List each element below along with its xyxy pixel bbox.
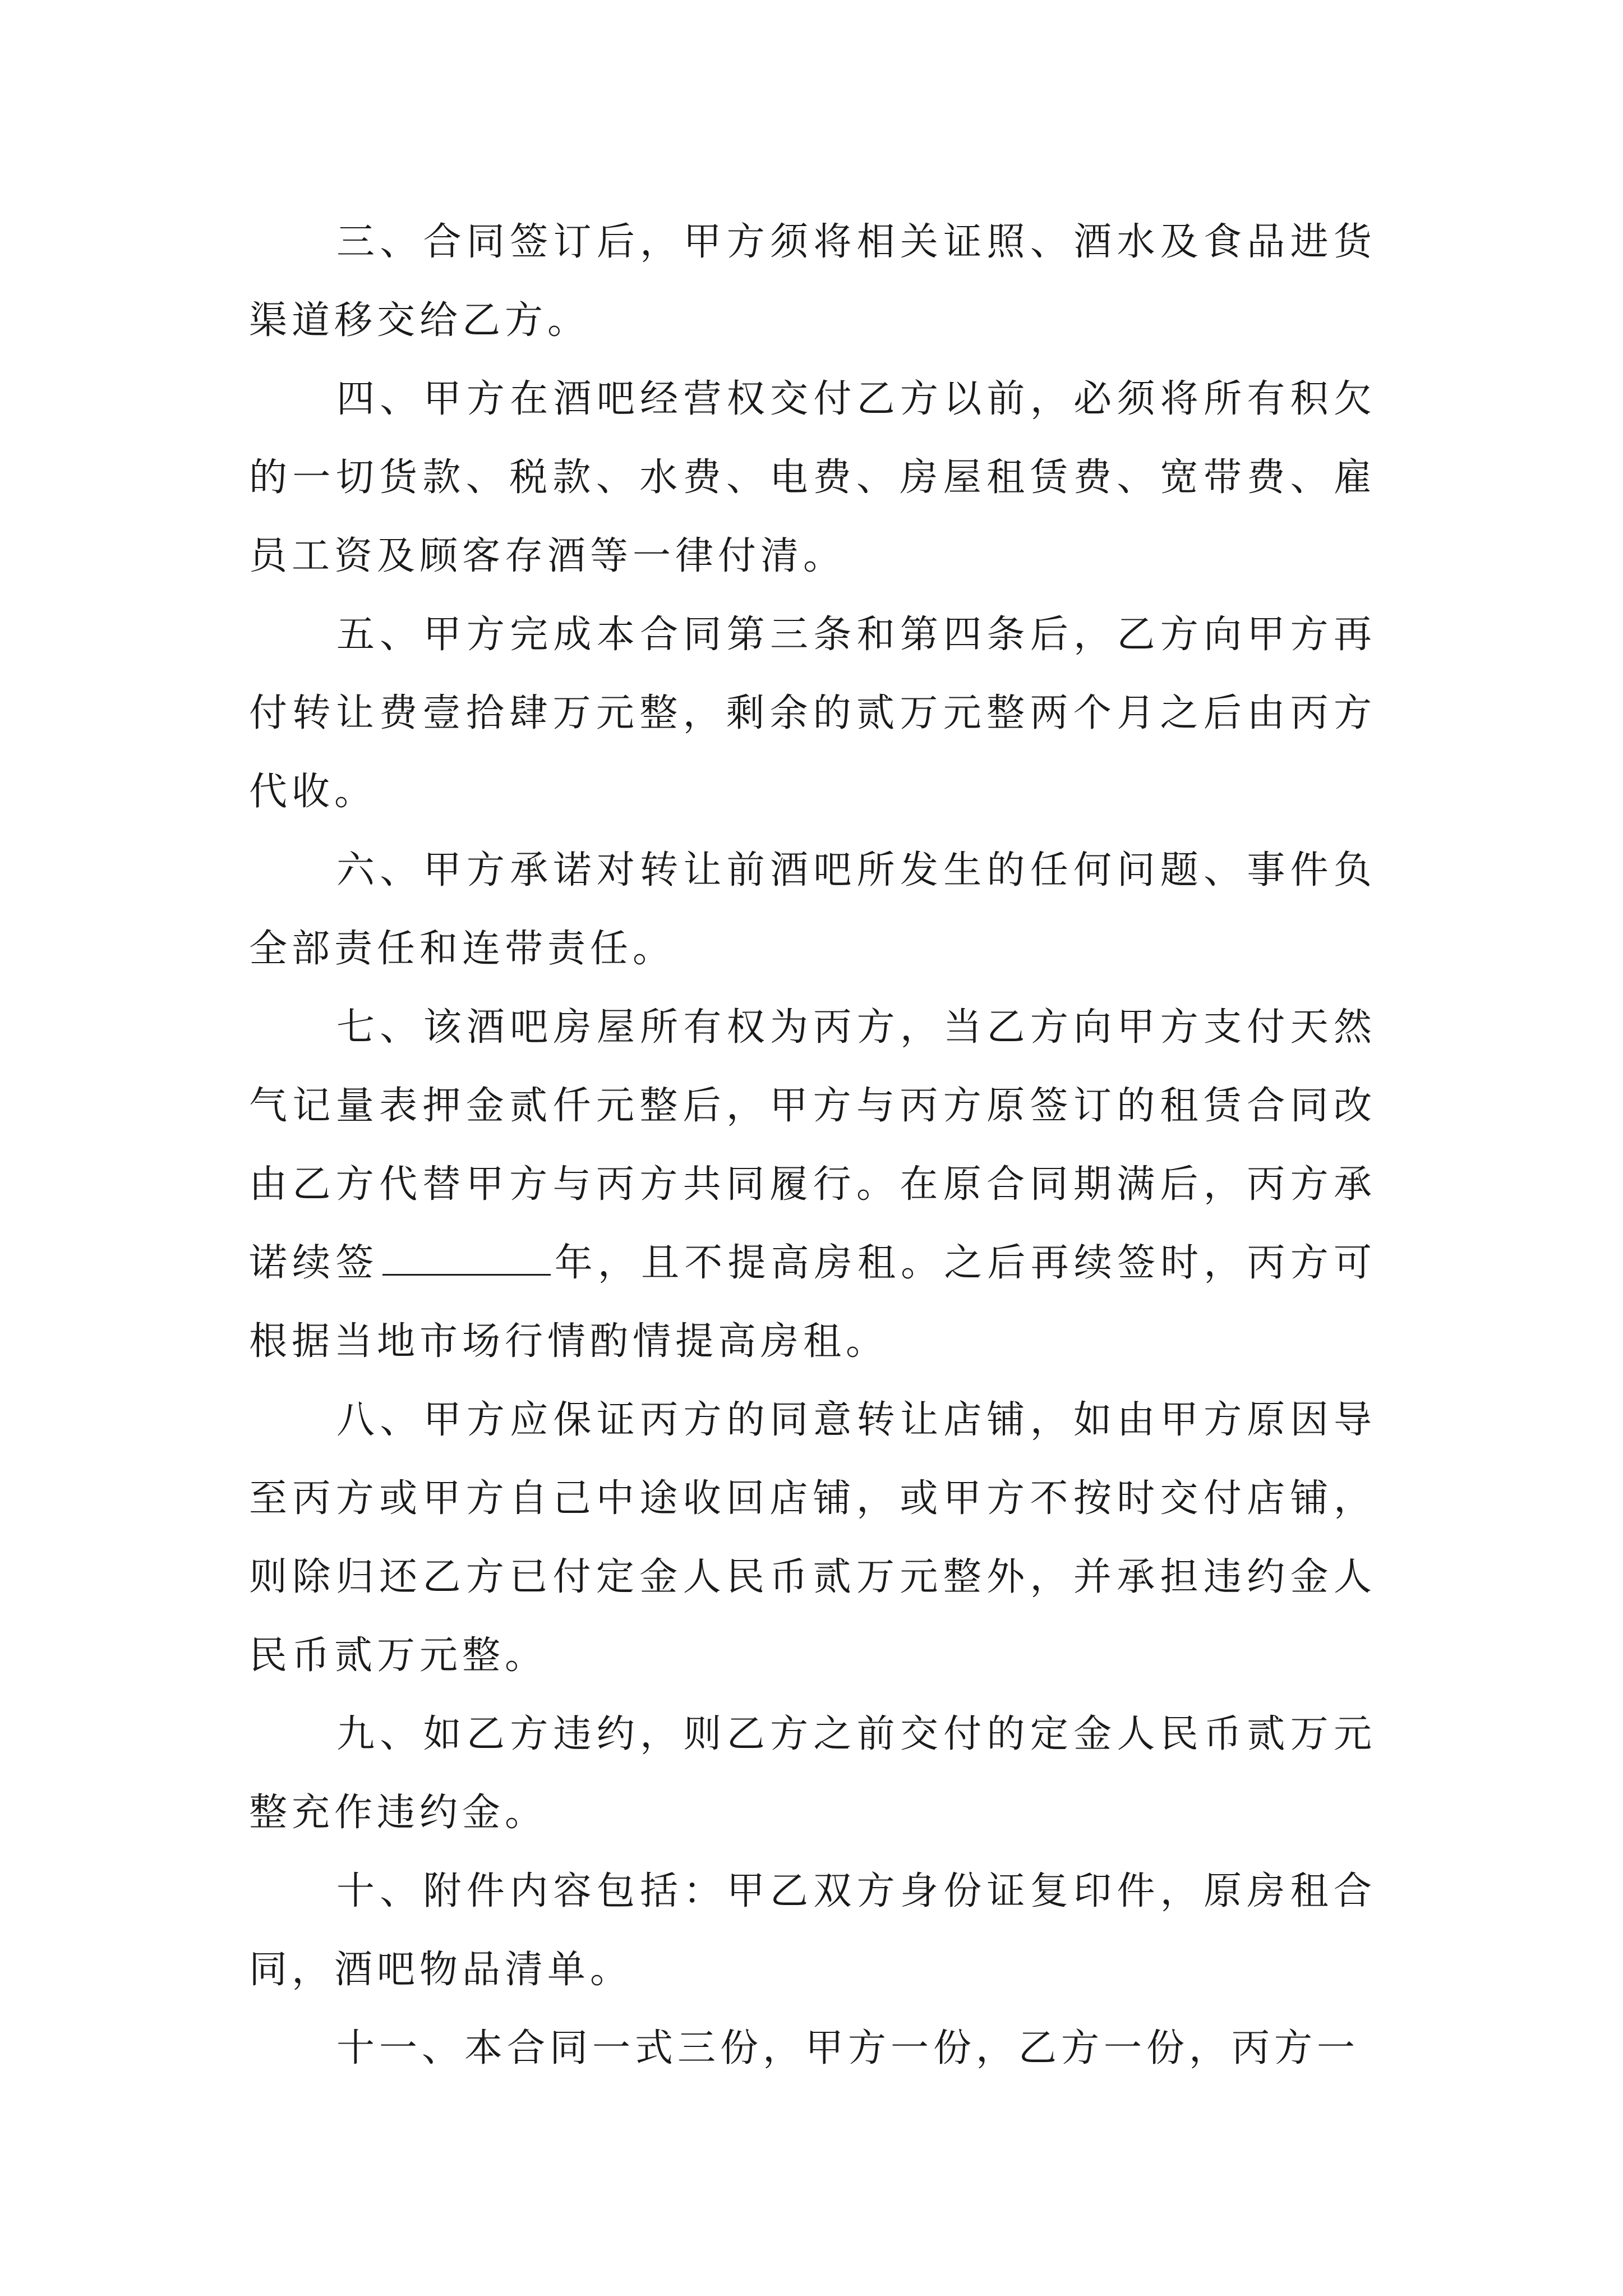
clause-8: 八、甲方应保证丙方的同意转让店铺，如由甲方原因导至丙方或甲方自己中途收回店铺，或甲方不按时交付店铺，则除归还乙方已付定金人民币贰万元整外，并承担违约金人民币贰万元整。 xyxy=(249,1398,1376,1678)
clause-9: 九、如乙方违约，则乙方之前交付的定金人民币贰万元整充作违约金。 xyxy=(249,1712,1376,1835)
clause-10: 十、附件内容包括：甲乙双方身份证复印件，原房租合同，酒吧物品清单。 xyxy=(249,1869,1376,1992)
clause-6: 六、甲方承诺对转让前酒吧所发生的任何问题、事件负全部责任和连带责任。 xyxy=(249,848,1376,971)
clause-11: 十一、本合同一式三份，甲方一份，乙方一份，丙方一 xyxy=(336,2026,1360,2070)
clause-3: 三、合同签订后，甲方须将相关证照、酒水及食品进货渠道移交给乙方。 xyxy=(249,220,1376,343)
contract-body xyxy=(249,203,1376,2088)
clause-7 xyxy=(249,988,1376,1381)
renewal-years-blank xyxy=(382,1243,551,1276)
clause-7-text-before: 七、该酒吧房屋所有权为丙方，当乙方向甲方支付天然气记量表押金贰仟元整后，甲方与丙方原签订的租赁合同改由乙方代替甲方与丙方共同履行。在原合同期满后，丙方承诺续签 xyxy=(249,1005,1376,1285)
clause-7-text-after: 年，且不提高房租。之后再续签时，丙方可根据当地市场行情酌情提高房租。 xyxy=(249,1241,1376,1364)
clause-5: 五、甲方完成本合同第三条和第四条后，乙方向甲方再付转让费壹拾肆万元整，剩余的贰万元整两个月之后由丙方代收。 xyxy=(249,613,1376,814)
clause-4: 四、甲方在酒吧经营权交付乙方以前，必须将所有积欠的一切货款、税款、水费、电费、房屋租赁费、宽带费、雇员工资及顾客存酒等一律付清。 xyxy=(249,377,1376,578)
